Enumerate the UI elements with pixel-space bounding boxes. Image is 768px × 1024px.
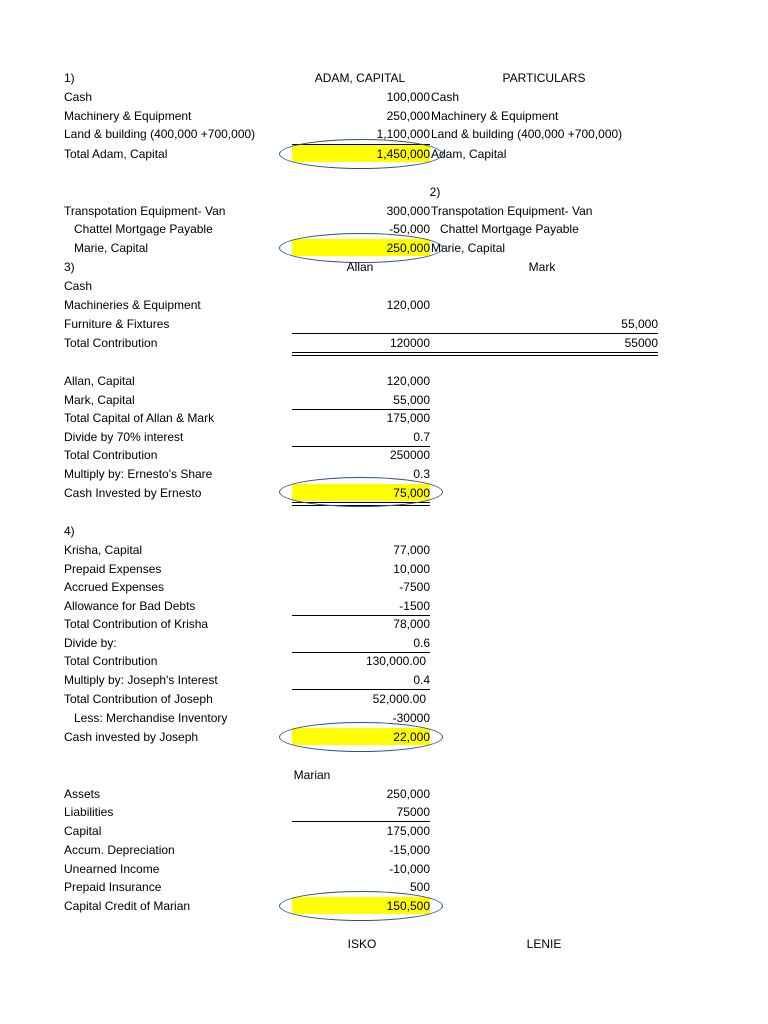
row-value: 0.6	[413, 636, 430, 650]
row-value: 150,500	[386, 899, 430, 913]
row-label: Machinery & Equipment	[64, 109, 192, 123]
column-header-mark: Mark	[528, 260, 556, 274]
row-value: 52,000.00	[372, 692, 426, 706]
row-label: Multiply by: Ernesto's Share	[64, 467, 213, 481]
table-row	[0, 860, 768, 878]
column-header-particulars: PARTICULARS	[502, 71, 586, 85]
row-label: Cash	[64, 90, 93, 104]
total-row	[0, 334, 768, 352]
row-value: 1,450,000	[376, 147, 430, 161]
row-value: 120,000	[386, 374, 430, 388]
column-header-allan: Allan	[346, 260, 374, 274]
answer-circle	[279, 891, 443, 921]
section-3-header-row	[0, 258, 768, 276]
row-particular: Adam, Capital	[431, 147, 507, 161]
row-label: Prepaid Expenses	[64, 562, 162, 576]
table-row	[0, 202, 768, 220]
row-particular: Chattel Mortgage Payable	[440, 222, 579, 236]
answer-circle	[279, 139, 443, 169]
row-value: 175,000	[386, 411, 430, 425]
row-label: Accrued Expenses	[64, 580, 165, 594]
section-number: 3)	[64, 260, 75, 274]
allan-value: 120,000	[386, 298, 430, 312]
row-particular: Transpotation Equipment- Van	[431, 204, 593, 218]
row-value: 78,000	[393, 617, 430, 631]
row-particular: Marie, Capital	[431, 241, 506, 255]
answer-circle	[279, 477, 443, 507]
row-value: 100,000	[386, 90, 430, 104]
section-1-header-row	[0, 69, 768, 87]
row-value: 500	[409, 880, 430, 894]
row-label: Accum. Depreciation	[64, 843, 175, 857]
table-row	[0, 690, 768, 708]
column-header-adam-capital: ADAM, CAPITAL	[314, 71, 406, 85]
row-label: Cash invested by Joseph	[64, 730, 199, 744]
row-label: Chattel Mortgage Payable	[74, 222, 213, 236]
row-label: Cash	[64, 279, 93, 293]
row-value: 250,000	[386, 241, 430, 255]
row-label: Divide by 70% interest	[64, 430, 184, 444]
row-label: Divide by:	[64, 636, 117, 650]
table-row	[0, 785, 768, 803]
table-row	[0, 578, 768, 596]
row-label: Allowance for Bad Debts	[64, 599, 196, 613]
table-row	[0, 841, 768, 859]
row-label: Capital	[64, 824, 102, 838]
row-value: -10,000	[389, 862, 430, 876]
row-particular: Cash	[431, 90, 460, 104]
table-row	[0, 372, 768, 390]
row-label: Total Capital of Allan & Mark	[64, 411, 215, 425]
column-header-marian: Marian	[293, 768, 331, 782]
table-row	[0, 822, 768, 840]
row-value: 300,000	[386, 204, 430, 218]
table-row	[0, 671, 768, 689]
row-label: Mark, Capital	[64, 393, 135, 407]
row-value: -1500	[399, 599, 430, 613]
row-label: Furniture & Fixtures	[64, 317, 170, 331]
section-number: 1)	[64, 71, 75, 85]
row-label: Less: Merchandise Inventory	[74, 711, 228, 725]
row-label: Total Contribution	[64, 336, 158, 350]
row-label: Cash Invested by Ernesto	[64, 486, 202, 500]
row-particular: Machinery & Equipment	[431, 109, 559, 123]
column-header-lenie: LENIE	[526, 937, 562, 951]
row-value: 10,000	[393, 562, 430, 576]
row-label: Transpotation Equipment- Van	[64, 204, 226, 218]
row-label: Krisha, Capital	[64, 543, 143, 557]
row-label: Total Adam, Capital	[64, 147, 168, 161]
table-row	[0, 597, 768, 615]
row-label: Capital Credit of Marian	[64, 899, 191, 913]
row-label: Total Contribution	[64, 654, 158, 668]
section-2-header-row	[0, 183, 768, 201]
allan-value: 120000	[389, 336, 430, 350]
table-row	[0, 446, 768, 464]
mark-value: 55,000	[621, 317, 658, 331]
row-value: 250,000	[386, 787, 430, 801]
table-row	[0, 391, 768, 409]
row-label: Marie, Capital	[74, 241, 149, 255]
row-value: 130,000.00	[365, 654, 426, 668]
row-value: -15,000	[389, 843, 430, 857]
row-particular: Land & building (400,000 +700,000)	[431, 127, 623, 141]
row-label: Liabilities	[64, 805, 114, 819]
table-row	[0, 803, 768, 821]
table-row	[0, 277, 768, 295]
row-value: -7500	[399, 580, 430, 594]
row-value: -30000	[392, 711, 430, 725]
row-label: Prepaid Insurance	[64, 880, 162, 894]
double-rule	[292, 352, 658, 356]
table-row	[0, 560, 768, 578]
row-value: 0.4	[413, 673, 430, 687]
row-value: 1,100,000	[376, 127, 430, 141]
row-value: 77,000	[393, 543, 430, 557]
table-row	[0, 428, 768, 446]
table-row	[0, 409, 768, 427]
section-number: 2)	[429, 185, 441, 199]
table-row	[0, 88, 768, 106]
row-label: Assets	[64, 787, 101, 801]
row-value: 75000	[396, 805, 430, 819]
section-5-header-row	[0, 766, 768, 784]
section-6-header-row	[0, 935, 768, 953]
column-header-isko: ISKO	[347, 937, 377, 951]
row-label: Total Contribution of Joseph	[64, 692, 213, 706]
row-value: 55,000	[393, 393, 430, 407]
row-label: Total Contribution of Krisha	[64, 617, 209, 631]
row-value: 175,000	[386, 824, 430, 838]
section-4-header-row	[0, 522, 768, 540]
row-label: Unearned Income	[64, 862, 160, 876]
row-value: -50,000	[389, 222, 430, 236]
row-value: 0.3	[413, 467, 430, 481]
row-label: Allan, Capital	[64, 374, 135, 388]
row-label: Total Contribution	[64, 448, 158, 462]
row-label: Multiply by: Joseph's Interest	[64, 673, 218, 687]
row-value: 0.7	[413, 430, 430, 444]
table-row	[0, 315, 768, 333]
table-row	[0, 541, 768, 559]
mark-value: 55000	[624, 336, 658, 350]
row-value: 250,000	[386, 109, 430, 123]
row-value: 22,000	[393, 730, 430, 744]
section-number: 4)	[64, 524, 75, 538]
answer-circle	[279, 722, 443, 752]
table-row	[0, 296, 768, 314]
row-label: Machineries & Equipment	[64, 298, 201, 312]
table-row	[0, 615, 768, 633]
row-label: Land & building (400,000 +700,000)	[64, 127, 256, 141]
row-value: 250000	[389, 448, 430, 462]
table-row	[0, 652, 768, 670]
table-row	[0, 107, 768, 125]
table-row	[0, 634, 768, 652]
row-value: 75,000	[393, 486, 430, 500]
